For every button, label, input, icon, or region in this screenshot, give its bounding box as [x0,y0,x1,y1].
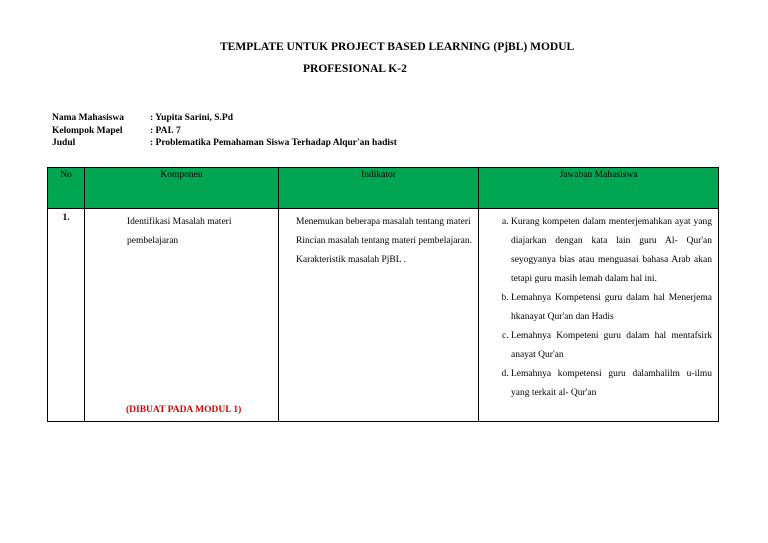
header-komponen: Komponen [85,168,279,209]
meta-row-name [52,112,397,125]
student-info [52,112,397,150]
answer-item: a. Kurang kompeten dalam menterjemahkan ayat yang diajarkan dengan kata lain guru Al- Qur'an seyogyanya bias atau menguasai bahasa Arab akan tetapi guru masih lemah dalam hal ini. [511,213,712,289]
meta-value: : Problematika Pemahaman Siswa Terhadap Alqur'an hadist [150,138,397,148]
meta-row-title [52,137,397,150]
document-title-line2: PROFESIONAL K-2 [303,63,407,75]
komponen-text-cont: pembelajaran [127,236,179,246]
answer-item: c. Lemahnya Kompeteni guru dalam hal mentafsirk anayat Qur'an [511,327,712,365]
answer-item: d. Lemahnya kompetensi guru dalamhalilm u-ilmu yang terkait al- Qur'an [511,365,712,403]
header-jawaban: Jawaban Mahasiswa [479,168,719,209]
meta-label: Kelompok Mapel [52,125,123,136]
module-note: (DIBUAT PADA MODUL 1) [126,405,242,415]
table-header-row [48,168,719,209]
meta-row-group [52,125,397,138]
pjbl-table [47,167,719,422]
document-title-line1: TEMPLATE UNTUK PROJECT BASED LEARNING (PjBL) MODUL [220,41,575,53]
meta-value: : Yupita Sarini, S.Pd [150,113,233,123]
indikator-item: Karakteristik masalah PjBL . [296,255,406,265]
indikator-item: Rincian masalah tentang materi pembelajaran. [296,236,472,246]
row-number: 1. [48,209,85,422]
indikator-cell [279,209,479,422]
komponen-cell [85,209,279,422]
answer-item: b. Lemahnya Kompetensi guru dalam hal Menerjema hkanayat Qur'an dan Hadis [511,289,712,327]
indikator-item: Menemukan beberapa masalah tentang materi [296,217,471,227]
header-indikator: Indikator [279,168,479,209]
jawaban-cell [479,209,719,422]
meta-label: Nama Mahasiswa [52,113,125,123]
table-row [48,209,719,422]
answer-list [479,209,718,403]
komponen-text: Identifikasi Masalah materi [127,217,232,227]
header-no: No [48,168,85,209]
meta-label: Judul [52,138,76,148]
meta-value: : PAI. 7 [150,125,181,136]
